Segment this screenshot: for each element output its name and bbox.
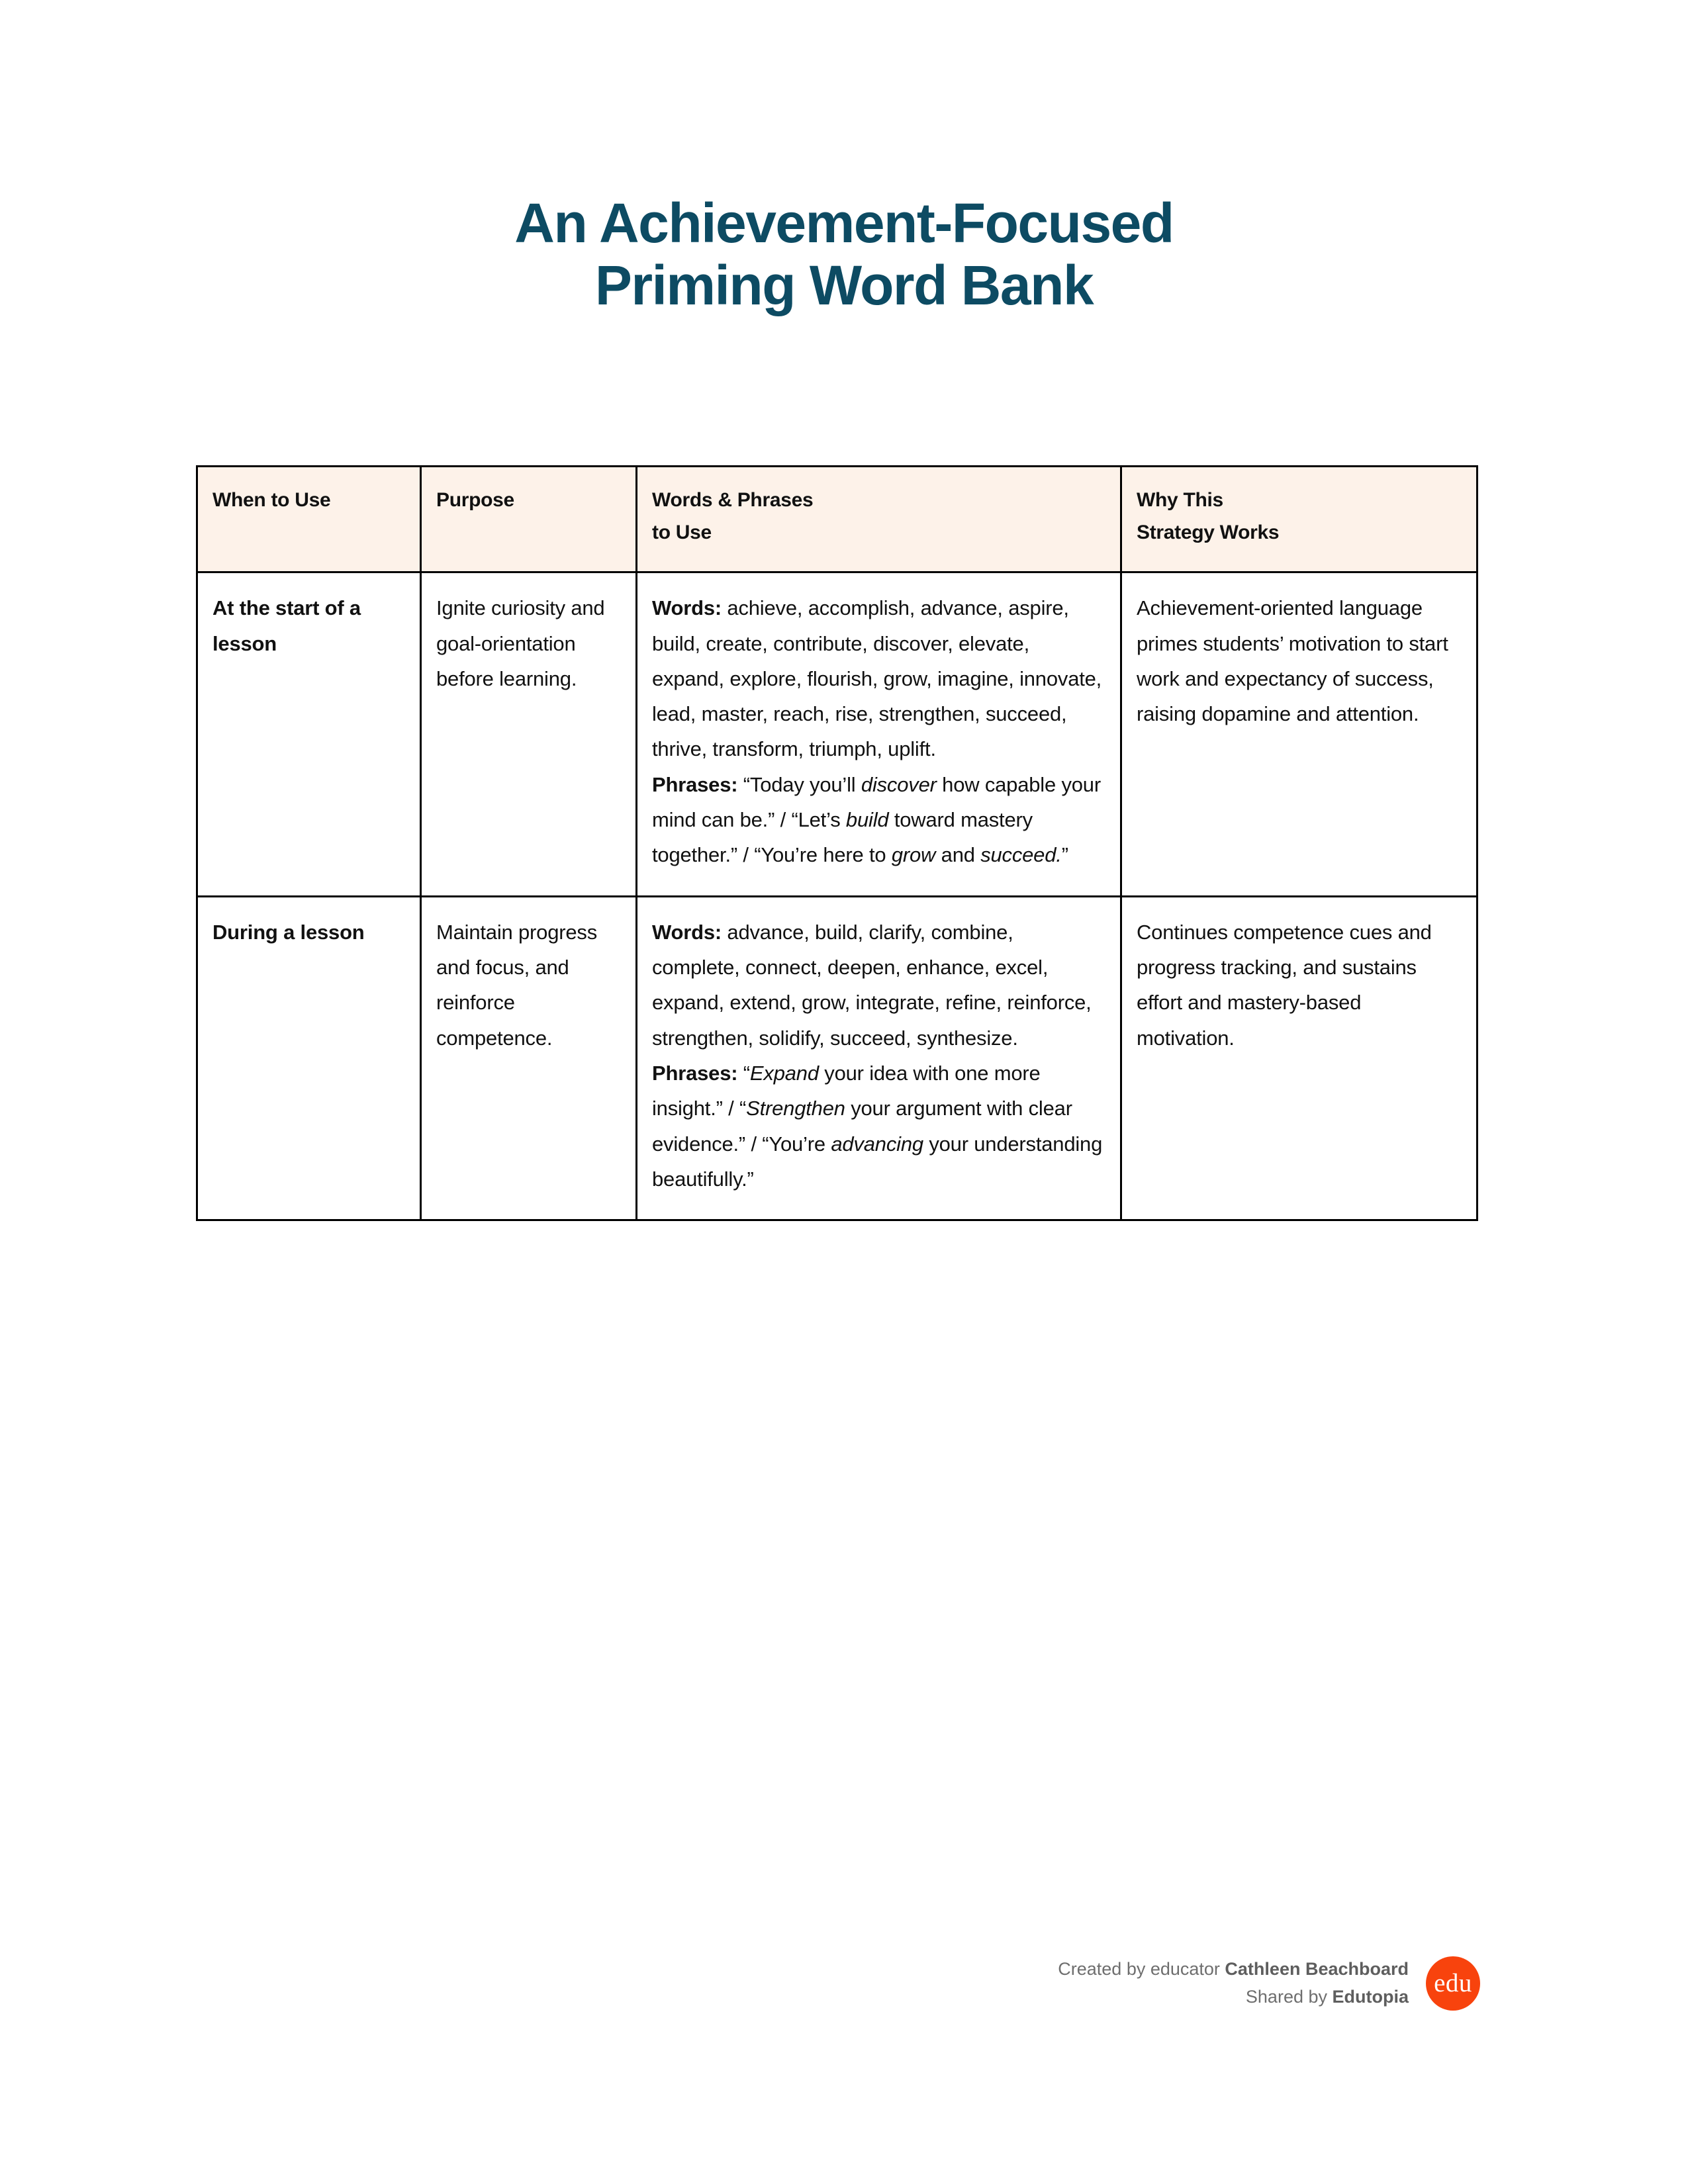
phrases-label: Phrases: [652,772,738,796]
words-list: achieve, accomplish, advance, aspire, build, create, contribute, discover, elevate, expand, explore, flourish, grow, imagine, innovate, lead, master, reach, rise, strengthen, succeed, thrive, transform, triumph, uplift. [652,596,1102,761]
column-header-why-line1: Why This [1137,489,1223,511]
column-header-why-line2: Strategy Works [1137,521,1280,543]
column-header-when-to-use [197,467,421,572]
phrases-list: “Expand your idea with one more insight.” / “Strengthen your argument with clear evidence.” / “You’re advancing your understanding beautifully.” [652,1061,1103,1191]
page-title-line-2: Priming Word Bank [594,254,1094,317]
cell-purpose: Ignite curiosity and goal-orientation before learning. [421,572,637,897]
words-paragraph [652,915,1105,1056]
credit-line-created [1058,1956,1409,1983]
phrases-paragraph [652,767,1105,873]
table-header [197,467,1477,572]
credit-shared-prefix: Shared by [1245,1986,1333,2007]
page-title-line-1: An Achievement-Focused [514,192,1174,254]
word-bank-table [196,465,1478,1221]
cell-when-to-use: During a lesson [197,896,421,1220]
edutopia-logo-icon [1426,1956,1480,2011]
cell-when-to-use: At the start of a lesson [197,572,421,897]
column-header-purpose-line1: Purpose [436,489,514,511]
table-header-row [197,467,1477,572]
credit-text-block [1058,1956,1409,2011]
column-header-purpose [421,467,637,572]
words-paragraph [652,590,1105,767]
cell-words-and-phrases [637,896,1121,1220]
column-header-why-this-strategy-works [1121,467,1477,572]
table-row [197,572,1477,897]
cell-purpose: Maintain progress and focus, and reinforce competence. [421,896,637,1220]
column-header-words-line1: Words & Phrases [652,489,814,511]
column-header-words-line2: to Use [652,521,712,543]
cell-why-strategy-works: Continues competence cues and progress tracking, and sustains effort and mastery-based motivation. [1121,896,1477,1220]
word-bank-table-container [196,465,1476,1221]
edutopia-logo-text: edu [1434,1969,1472,1998]
phrases-list: “Today you’ll discover how capable your mind can be.” / “Let’s build toward mastery together.” / “You’re here to grow and succeed.” [652,772,1101,867]
credit-publisher-name: Edutopia [1332,1986,1409,2007]
phrases-label: Phrases: [652,1061,738,1085]
credit-line-shared [1058,1983,1409,2011]
column-header-when-to-use-line1: When to Use [212,489,331,511]
credit-created-prefix: Created by educator [1058,1959,1225,1979]
words-label: Words: [652,920,722,944]
page-title [0,192,1688,316]
table-row [197,896,1477,1220]
cell-words-and-phrases [637,572,1121,897]
cell-why-strategy-works: Achievement-oriented language primes students’ motivation to start work and expectancy of success, raising dopamine and attention. [1121,572,1477,897]
credit-author-name: Cathleen Beachboard [1225,1959,1409,1979]
words-list: advance, build, clarify, combine, complete, connect, deepen, enhance, excel, expand, extend, grow, integrate, refine, reinforce, strengthen, solidify, succeed, synthesize. [652,920,1092,1050]
column-header-words-and-phrases [637,467,1121,572]
words-label: Words: [652,596,722,620]
table-body [197,572,1477,1220]
footer-credit [1058,1956,1480,2011]
phrases-paragraph [652,1056,1105,1197]
